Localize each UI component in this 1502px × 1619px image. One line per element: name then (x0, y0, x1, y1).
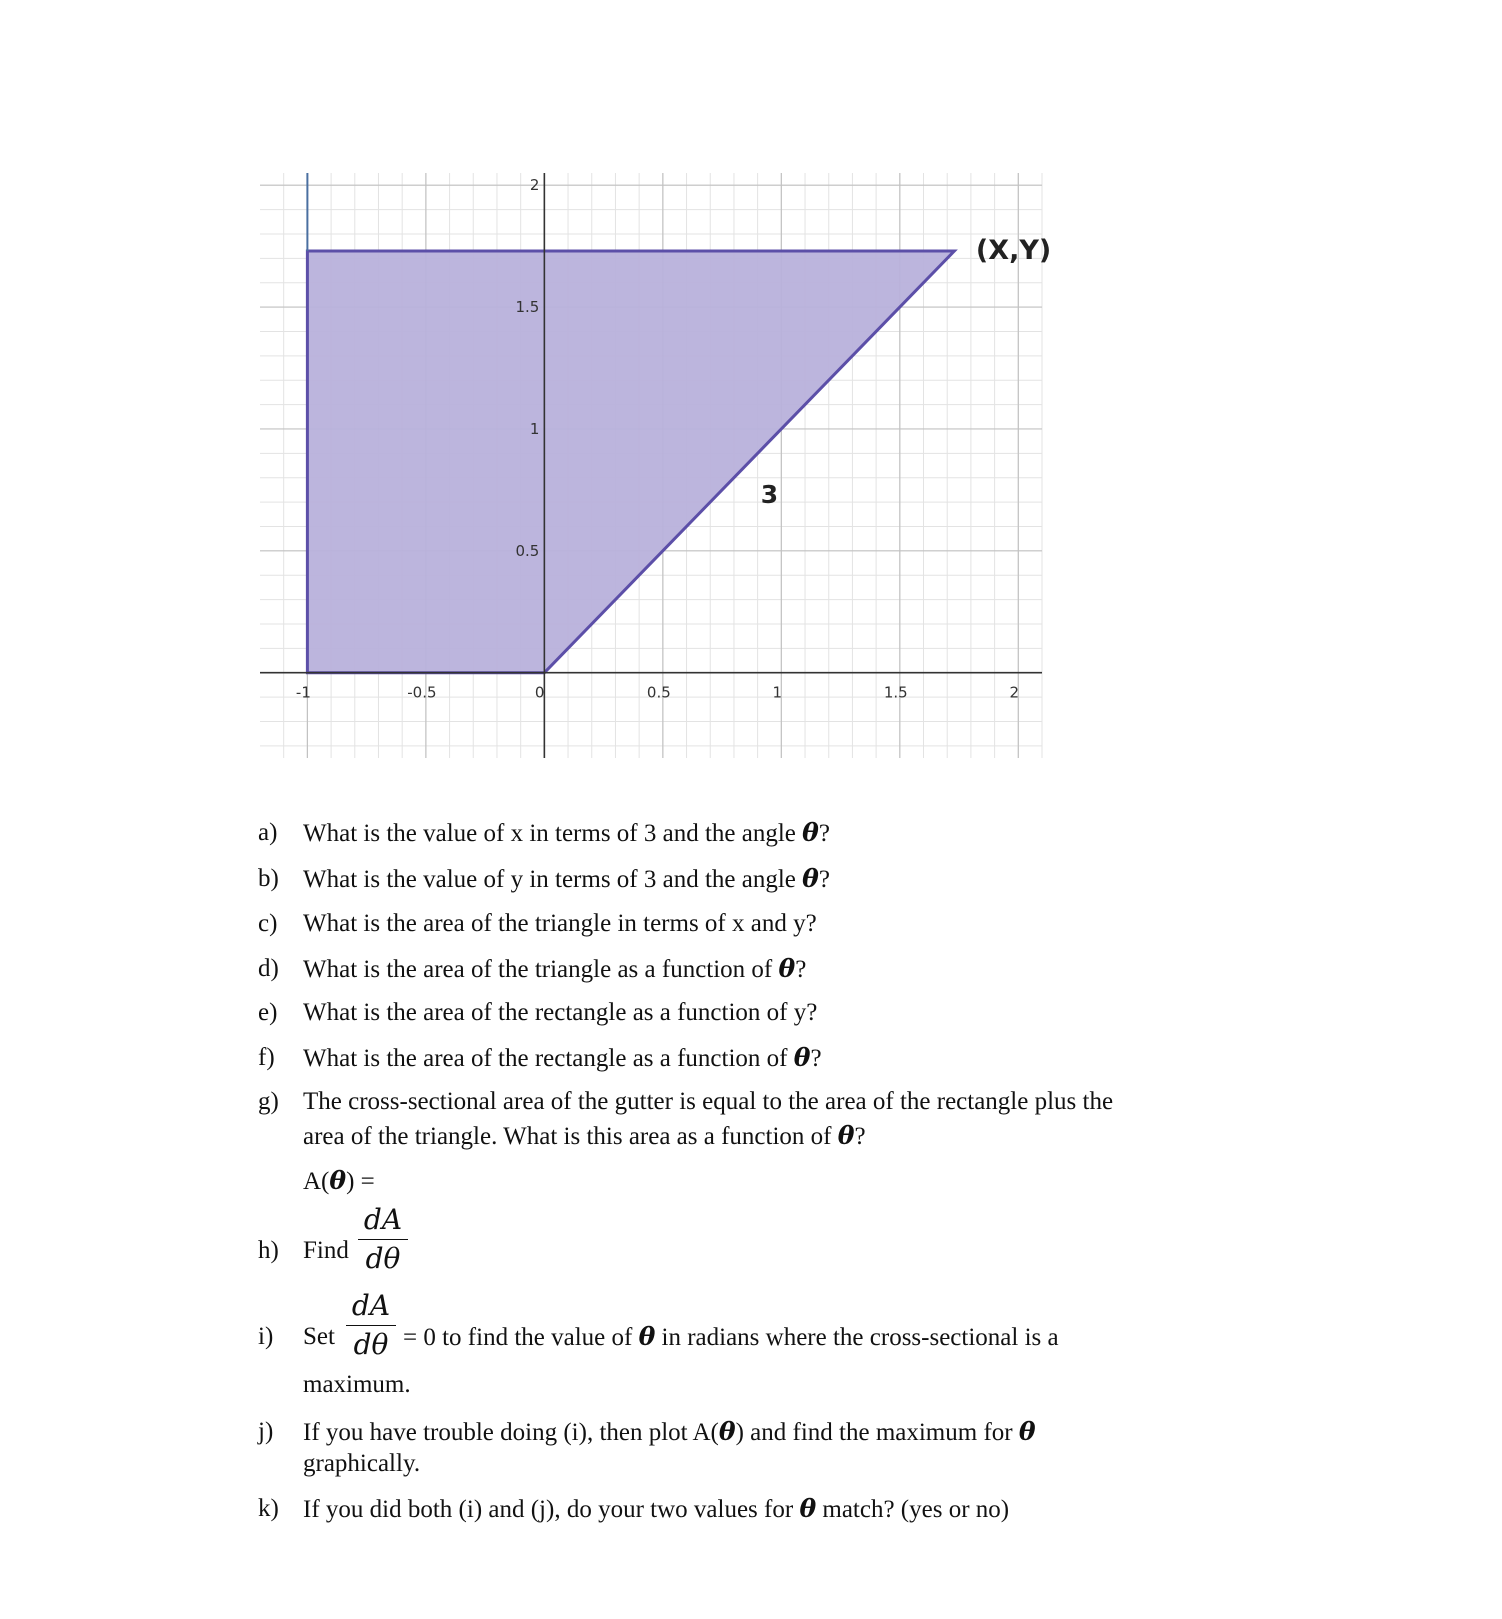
question-end: ? (795, 956, 807, 983)
question-label: k) (258, 1495, 279, 1522)
x-tick-label: 0 (534, 683, 545, 702)
theta-symbol: θ (1018, 1417, 1036, 1446)
question-text-mid: = 0 to find the value of (403, 1324, 639, 1351)
question-label: e) (258, 999, 278, 1026)
question-text-mid: ) and find the maximum for (735, 1419, 1019, 1446)
shaded-region (307, 251, 954, 673)
x-tick-label: 1.5 (883, 683, 908, 702)
question-end: ? (810, 1045, 822, 1072)
question-text: graphically. (303, 1450, 421, 1477)
x-tick-label: -0.5 (407, 683, 437, 702)
theta-symbol: θ (802, 818, 819, 847)
derivative-fraction (346, 1291, 396, 1360)
question-text: If you have trouble doing (i), then plot A( (303, 1419, 719, 1446)
question-end: match? (yes or no) (816, 1496, 1010, 1523)
theta-symbol: θ (837, 1121, 855, 1150)
question-text: What is the value of x in terms of 3 and the angle (303, 820, 803, 847)
question-text: Find (303, 1237, 349, 1264)
x-tick-label: 2 (1009, 683, 1020, 702)
question-end: ? (818, 866, 830, 893)
fraction-numerator: dA (363, 1203, 403, 1236)
question-text-end: in radians where the cross-sectional is a (655, 1324, 1059, 1351)
y-tick-label: 2 (529, 176, 540, 195)
theta-symbol: θ (799, 1494, 817, 1523)
question-text: What is the area of the rectangle as a function of y? (303, 999, 818, 1026)
question-text: maximum. (303, 1371, 411, 1398)
question-text: What is the area of the rectangle as a function of (303, 1045, 794, 1072)
question-label: b) (258, 865, 279, 892)
question-label: d) (258, 955, 279, 982)
question-label: g) (258, 1088, 279, 1115)
theta-symbol: θ (638, 1322, 656, 1351)
question-text: Set (303, 1323, 335, 1350)
question-label: j) (258, 1418, 274, 1445)
fraction-denominator: dθ (365, 1242, 401, 1275)
derivative-fraction (358, 1205, 408, 1274)
question-text: area of the triangle. What is this area as a function of (303, 1123, 838, 1150)
theta-symbol: θ (718, 1417, 736, 1446)
y-tick-label: 0.5 (515, 541, 540, 560)
question-label: a) (258, 819, 278, 846)
y-tick-label: 1 (529, 419, 540, 438)
annotation-label: 3 (760, 479, 779, 509)
question-label: c) (258, 910, 278, 937)
answer-prefix: A( (303, 1168, 330, 1195)
x-tick-label: 0.5 (646, 683, 671, 702)
graph-figure (0, 0, 1502, 780)
x-tick-label: -1 (295, 683, 311, 702)
question-label: f) (258, 1044, 275, 1071)
answer-suffix: ) = (346, 1168, 375, 1195)
question-end: ? (818, 820, 830, 847)
question-text: What is the value of y in terms of 3 and the angle (303, 866, 803, 893)
theta-symbol: θ (329, 1166, 347, 1195)
question-label: h) (258, 1237, 279, 1264)
question-label: i) (258, 1323, 274, 1350)
question-end: ? (854, 1123, 866, 1150)
theta-symbol: θ (793, 1043, 811, 1072)
question-text: What is the area of the triangle as a function of (303, 956, 779, 983)
question-text: What is the area of the triangle in terms of x and y? (303, 910, 817, 937)
theta-symbol: θ (802, 864, 819, 893)
question-text: The cross-sectional area of the gutter is equal to the area of the rectangle plus the (303, 1088, 1114, 1115)
annotation-label: (X,Y) (975, 235, 1052, 266)
x-tick-label: 1 (772, 683, 783, 702)
fraction-numerator: dA (351, 1289, 391, 1322)
fraction-denominator: dθ (353, 1328, 389, 1361)
question-text: If you did both (i) and (j), do your two values for (303, 1496, 800, 1523)
theta-symbol: θ (778, 954, 796, 983)
y-tick-label: 1.5 (515, 298, 540, 317)
